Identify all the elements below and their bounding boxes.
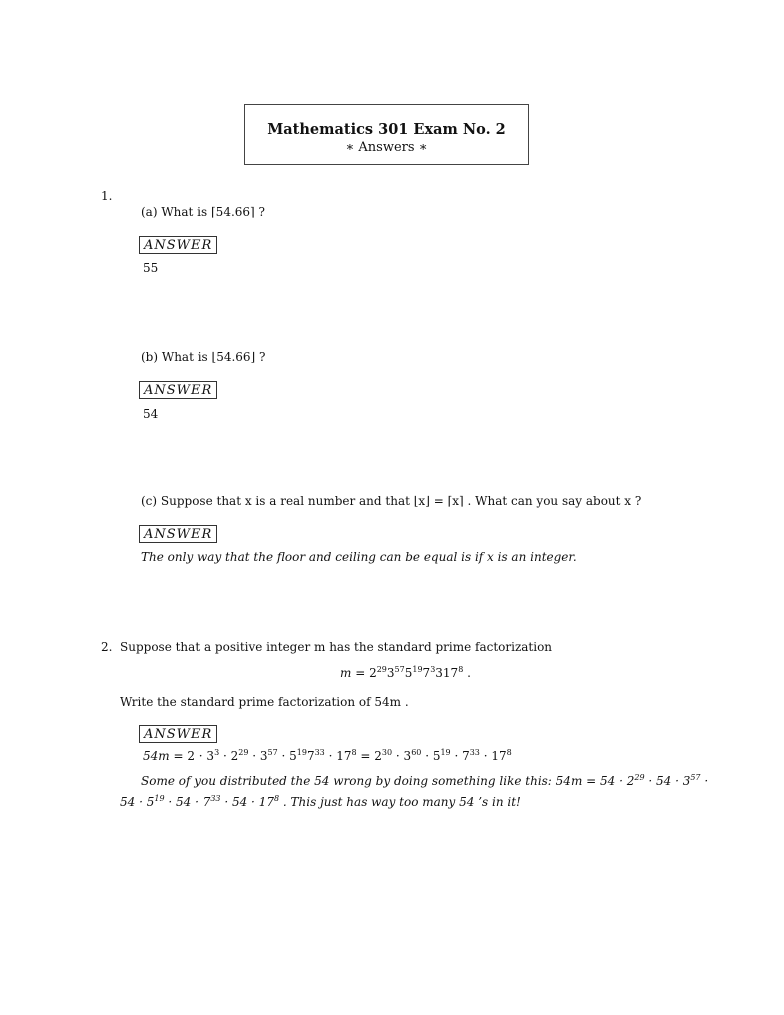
q2-answer-label: ANSWER: [139, 725, 217, 743]
page-subtitle: ∗ Answers ∗: [345, 140, 428, 155]
q2-question: Suppose that a positive integer m has the standard prime factorization: [120, 640, 553, 654]
q1a-answer: 55: [143, 261, 159, 275]
q1a-question: (a) What is ⌈54.66⌉ ?: [141, 205, 265, 219]
q2-write-line: Write the standard prime factorization of 54m .: [120, 695, 409, 709]
q1b-answer: 54: [143, 407, 159, 421]
q1b-question: (b) What is ⌊54.66⌋ ?: [141, 350, 266, 364]
q1b-answer-label: ANSWER: [139, 381, 217, 399]
q2-answer: $54m = 2 \cdot 3^3 \cdot 2^{29} \cdot 3^{57} \cdot 5^{19}7^{33} \cdot 17^8 = 2^{30} \cdot 3^{60} \cdot 5^{19} \cdot 7^{33} \cdot 17^8$: [143, 748, 512, 763]
q2-formula: $m = 2^{29}3^{57}5^{19}7^3317^8$ .: [340, 665, 471, 680]
q1-number: 1.: [101, 189, 113, 203]
q2-number: 2.: [101, 640, 113, 654]
q1c-answer: The only way that the floor and ceiling can be equal is if x is an integer.: [141, 550, 577, 564]
title-box: [244, 104, 529, 165]
q1c-answer-label: ANSWER: [139, 525, 217, 543]
q1a-answer-label: ANSWER: [139, 236, 217, 254]
page-title: Mathematics 301 Exam No. 2: [267, 121, 506, 138]
q1c-question: (c) Suppose that x is a real number and that ⌊x⌋ = ⌈x⌉ . What can you say about x ?: [141, 494, 642, 508]
q2-comment-line1: Some of you distributed the 54 wrong by doing something like this: $54m = 54 \cdot 2^{29} \cdot 54 \cdot 3^{57}$ ·: [141, 773, 709, 788]
q2-comment-line2: $54 \cdot 5^{19} \cdot 54 \cdot 7^{33} \cdot 54 \cdot 17^8$ . This just has way too many 54 ’s in it!: [120, 794, 521, 809]
